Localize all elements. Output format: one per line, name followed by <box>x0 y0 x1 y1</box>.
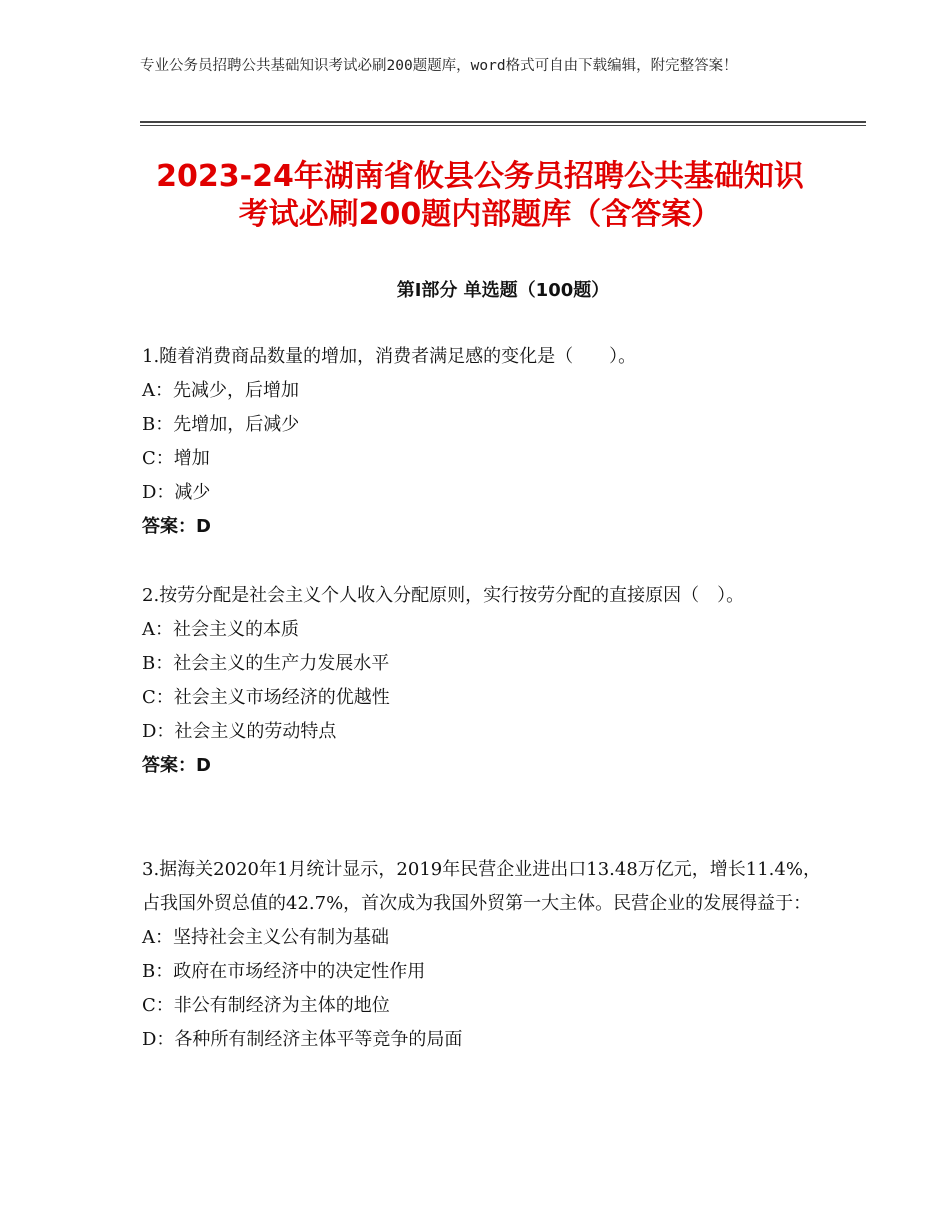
answer: 答案：D <box>142 755 211 776</box>
option-a: A：坚持社会主义公有制为基础 <box>142 927 389 948</box>
option-b: B：政府在市场经济中的决定性作用 <box>142 961 426 982</box>
question-3 <box>142 853 822 1057</box>
option-a: A：社会主义的本质 <box>142 619 299 640</box>
header-divider <box>140 121 866 123</box>
answer: 答案：D <box>142 516 211 537</box>
option-b: B：社会主义的生产力发展水平 <box>142 653 390 674</box>
option-d: D：各种所有制经济主体平等竞争的局面 <box>142 1029 463 1050</box>
question-stem: 1.随着消费商品数量的增加，消费者满足感的变化是（ ）。 <box>142 346 637 367</box>
question-1 <box>142 340 822 544</box>
header-divider-thin <box>140 125 866 126</box>
option-c: C：社会主义市场经济的优越性 <box>142 687 390 708</box>
header-note: 专业公务员招聘公共基础知识考试必刷200题题库，word格式可自由下载编辑，附完整答案！ <box>140 58 738 74</box>
option-c: C：非公有制经济为主体的地位 <box>142 995 390 1016</box>
option-d: D：减少 <box>142 482 211 503</box>
question-stem: 2.按劳分配是社会主义个人收入分配原则，实行按劳分配的直接原因（ ）。 <box>142 585 745 606</box>
option-c: C：增加 <box>142 448 210 469</box>
option-b: B：先增加，后减少 <box>142 414 300 435</box>
option-d: D：社会主义的劳动特点 <box>142 721 337 742</box>
document-title: 2023-24年湖南省攸县公务员招聘公共基础知识考试必刷200题内部题库（含答案） <box>156 159 804 232</box>
section-title: 第Ⅰ部分 单选题（100题） <box>396 280 610 301</box>
question-2 <box>142 579 822 783</box>
question-stem: 3.据海关2020年1月统计显示，2019年民营企业进出口13.48万亿元，增长11.4%，占我国外贸总值的42.7%，首次成为我国外贸第一大主体。民营企业的发展得益于： <box>142 859 821 914</box>
option-a: A：先减少，后增加 <box>142 380 299 401</box>
